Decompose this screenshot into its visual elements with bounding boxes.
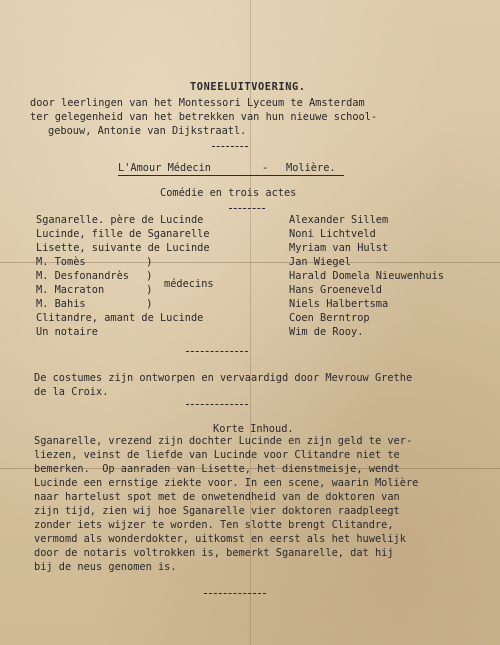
summary-line: Sganarelle, vrezend zijn dochter Lucinde en zijn geld te ver- bbox=[34, 435, 413, 447]
play-title: L'Amour Médecin bbox=[118, 162, 211, 174]
summary-line: naar hartelust spot met de onwetendheid van de doktoren van bbox=[34, 491, 400, 503]
intro-line: gebouw, Antonie van Dijkstraatl. bbox=[48, 125, 247, 137]
cast-role: Un notaire bbox=[36, 326, 98, 338]
title-dash: - bbox=[262, 162, 269, 174]
brace-mark: ) bbox=[146, 283, 153, 296]
summary-line: zijn tijd, zien wij hoe Sganarelle vier doktoren raadpleegt bbox=[34, 505, 400, 517]
cast-actor: Harald Domela Nieuwenhuis bbox=[289, 270, 444, 282]
play-subtitle: Comédie en trois actes bbox=[160, 187, 297, 199]
cast-actor: Noni Lichtveld bbox=[289, 228, 376, 240]
cast-actor: Alexander Sillem bbox=[289, 214, 389, 226]
summary-heading: Korte Inhoud. bbox=[213, 423, 294, 435]
cast-actor: Coen Berntrop bbox=[289, 312, 370, 324]
cast-role: Sganarelle. père de Lucinde bbox=[36, 214, 204, 226]
summary-line: Lucinde een ernstige ziekte voor. In een scene, waarin Molière bbox=[34, 477, 419, 489]
cast-role: Clitandre, amant de Lucinde bbox=[36, 312, 204, 324]
cast-actor: Wim de Rooy. bbox=[289, 326, 364, 338]
cast-actor: Myriam van Hulst bbox=[289, 242, 389, 254]
costume-line: de la Croix. bbox=[34, 386, 109, 398]
summary-line: bij de neus genomen is. bbox=[34, 561, 177, 573]
separator-dashes bbox=[229, 208, 265, 209]
cast-role: M. Tomès bbox=[36, 256, 86, 268]
summary-line: liezen, veinst de liefde van Lucinde voor Clitandre niet te bbox=[34, 449, 400, 461]
brace-mark: ) bbox=[146, 297, 153, 310]
summary-line: bemerken. Op aanraden van Lisette, het dienstmeisje, wendt bbox=[34, 463, 400, 475]
separator-dashes bbox=[186, 404, 248, 405]
cast-role: Lisette, suivante de Lucinde bbox=[36, 242, 210, 254]
title-underline bbox=[118, 175, 344, 176]
cast-role: Lucinde, fille de Sganarelle bbox=[36, 228, 210, 240]
costume-line: De costumes zijn ontworpen en vervaardigd door Mevrouw Grethe bbox=[34, 372, 413, 384]
separator-dashes bbox=[204, 593, 266, 594]
summary-line: vermomd als wonderdokter, uitkomst en eerst als het huwelijk bbox=[34, 533, 406, 545]
cast-role: M. Bahis bbox=[36, 298, 86, 310]
intro-line: ter gelegenheid van het betrekken van hun nieuwe school- bbox=[30, 111, 378, 123]
cast-actor: Jan Wiegel bbox=[289, 256, 351, 268]
intro-line: door leerlingen van het Montessori Lyceum te Amsterdam bbox=[30, 97, 365, 109]
cast-actor: Niels Halbertsma bbox=[289, 298, 389, 310]
cast-actor: Hans Groeneveld bbox=[289, 284, 382, 296]
brace-mark: ) bbox=[146, 269, 153, 282]
summary-line: zonder iets wijzer te worden. Ten slotte brengt Clitandre, bbox=[34, 519, 394, 531]
cast-role: M. Desfonandrès bbox=[36, 270, 129, 282]
summary-line: door de notaris voltrokken is, bemerkt Sganarelle, dat hij bbox=[34, 547, 394, 559]
cast-role: M. Macraton bbox=[36, 284, 105, 296]
brace-mark: ) bbox=[146, 255, 153, 268]
play-author: Molière. bbox=[286, 162, 336, 174]
document-heading: TONEELUITVOERING. bbox=[190, 81, 306, 93]
medecins-label: médecins bbox=[164, 278, 214, 290]
separator-dashes bbox=[212, 146, 248, 147]
separator-dashes bbox=[186, 351, 248, 352]
